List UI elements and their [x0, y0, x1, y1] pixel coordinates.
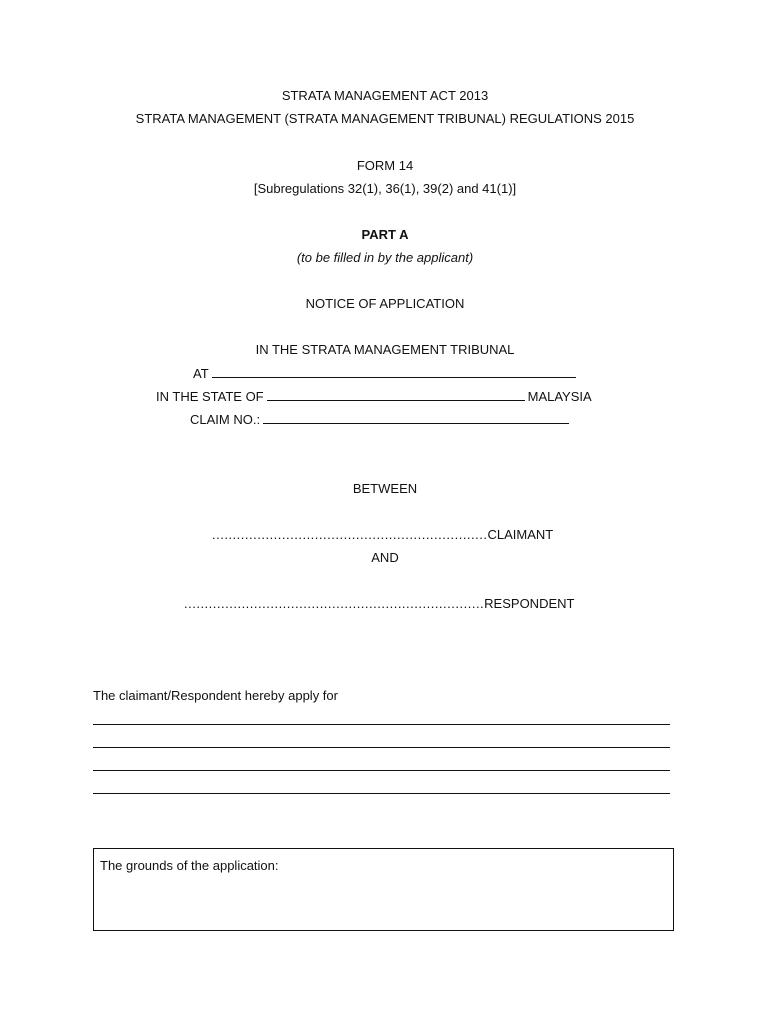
answer-line-1[interactable] [93, 724, 670, 725]
grounds-box[interactable] [93, 848, 674, 931]
respondent-row [184, 596, 574, 611]
claimant-row [212, 527, 553, 542]
between-label: BETWEEN [352, 481, 418, 496]
at-label: AT [193, 366, 209, 381]
act-title: STRATA MANAGEMENT ACT 2013 [281, 88, 489, 103]
claim-row [190, 411, 572, 427]
and-label: AND [371, 550, 399, 565]
respondent-label: RESPONDENT [484, 596, 575, 611]
answer-line-4[interactable] [93, 793, 670, 794]
claimant-dots[interactable]: ................................................................... [212, 527, 488, 542]
claim-blank[interactable] [263, 411, 569, 424]
state-row [156, 388, 592, 404]
subregulations: [Subregulations 32(1), 36(1), 39(2) and 41(1)] [253, 181, 517, 196]
notice-title: NOTICE OF APPLICATION [305, 296, 465, 311]
respondent-dots[interactable]: ......................................................................... [184, 596, 485, 611]
apply-for-text: The claimant/Respondent hereby apply for [93, 688, 338, 703]
form-number: FORM 14 [356, 158, 414, 173]
claimant-label: CLAIMANT [487, 527, 554, 542]
state-blank[interactable] [267, 388, 525, 401]
grounds-label: The grounds of the application: [100, 858, 279, 873]
at-row [193, 365, 579, 381]
answer-line-3[interactable] [93, 770, 670, 771]
part-note: (to be filled in by the applicant) [296, 250, 474, 265]
state-label: IN THE STATE OF [156, 389, 264, 404]
regulations-title: STRATA MANAGEMENT (STRATA MANAGEMENT TRIBUNAL) REGULATIONS 2015 [135, 111, 635, 126]
tribunal-title: IN THE STRATA MANAGEMENT TRIBUNAL [255, 342, 515, 357]
answer-line-2[interactable] [93, 747, 670, 748]
country-label: MALAYSIA [527, 389, 592, 404]
claim-label: CLAIM NO.: [190, 412, 261, 427]
part-title: PART A [361, 227, 409, 242]
at-blank[interactable] [212, 365, 576, 378]
